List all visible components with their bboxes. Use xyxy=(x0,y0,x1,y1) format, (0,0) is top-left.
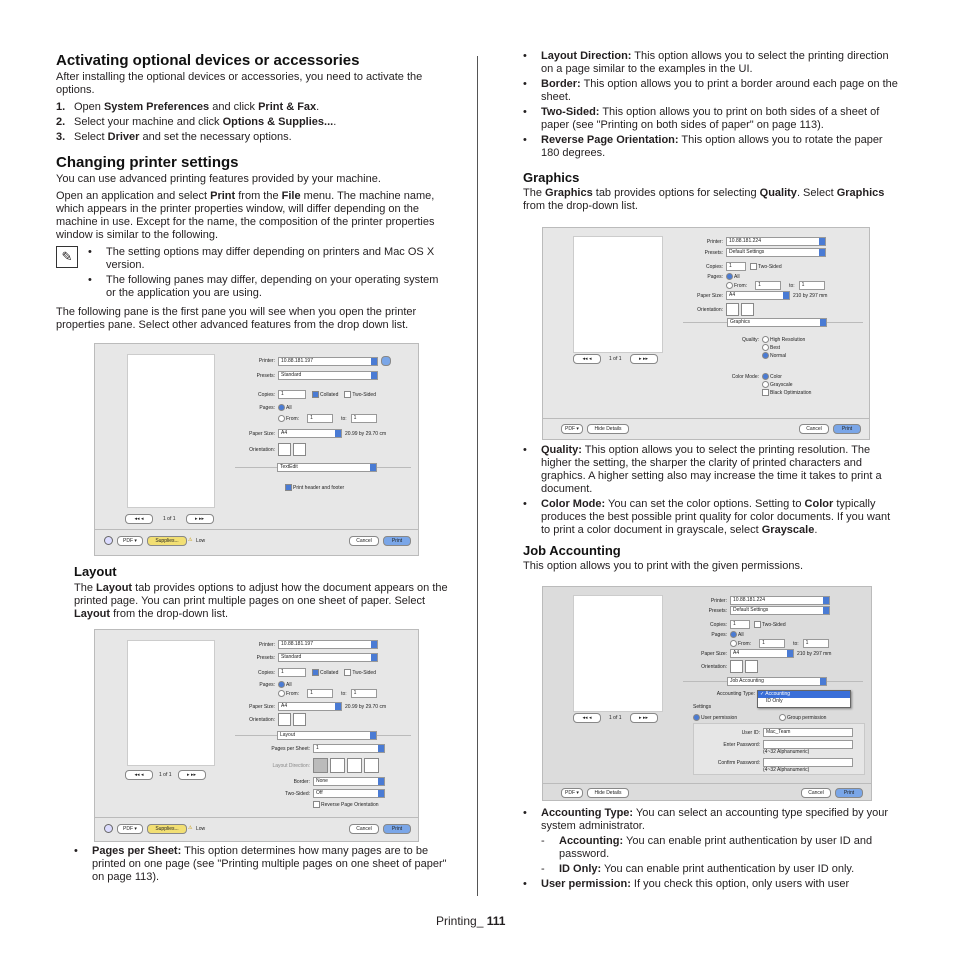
copies-input[interactable]: 1 xyxy=(278,390,306,399)
hide-details-button[interactable]: Hide Details xyxy=(587,788,629,798)
pages-per-sheet-label: Pages per Sheet: xyxy=(271,745,310,752)
cancel-button[interactable]: Cancel xyxy=(801,788,831,798)
presets-label: Presets: xyxy=(256,372,275,379)
two-sided-checkbox[interactable] xyxy=(344,669,351,676)
page-footer: Printing_ 111 xyxy=(436,914,506,928)
print-button[interactable]: Print xyxy=(833,424,861,434)
pages-label: Pages: xyxy=(259,404,275,411)
pages-all-radio[interactable] xyxy=(726,273,733,280)
all-label: All xyxy=(286,681,292,688)
landscape-icon[interactable] xyxy=(741,303,754,316)
activating-steps xyxy=(56,101,449,144)
heading-graphics: Graphics xyxy=(523,170,580,185)
direction-z-icon[interactable] xyxy=(313,758,328,773)
from-label: From: xyxy=(738,640,752,647)
direction-n-icon[interactable] xyxy=(347,758,362,773)
to-label: to: xyxy=(789,282,795,289)
header-footer-checkbox[interactable] xyxy=(285,484,292,491)
print-dialog-layout xyxy=(94,629,419,842)
to-label: to: xyxy=(793,640,799,647)
bullet-quality: • Quality: This option allows you to select the printing resolution. The higher the setting, the sharper the clarity of printed characters and graphics. A higher setting also may increase the time it takes to print a document. xyxy=(523,444,882,495)
orientation-label: Orientation: xyxy=(701,663,727,670)
bullet-item: • Border: This option allows you to print a border around each page on the sheet. xyxy=(523,78,898,103)
to-input[interactable]: 1 xyxy=(799,281,825,290)
note-item: • The setting options may differ depending on printers and Mac OS X version. xyxy=(88,246,435,271)
page-preview xyxy=(573,595,663,712)
paper-dim: 20.99 by 29.70 cm xyxy=(345,703,387,710)
landscape-icon[interactable] xyxy=(293,443,306,456)
bullet-pages-per-sheet: • Pages per Sheet: This option determines how many pages are to be printed on one page (see "Printing multiple pages on one sheet of paper" on page 113). xyxy=(74,845,447,883)
collated-checkbox[interactable] xyxy=(312,669,319,676)
group-permission-radio[interactable] xyxy=(779,714,786,721)
all-label: All xyxy=(286,404,292,411)
hide-details-button[interactable]: Hide Details xyxy=(587,424,629,434)
printer-label: Printer: xyxy=(258,358,275,364)
sub-id-only: - ID Only: You can enable print authentication by user ID only. xyxy=(541,863,855,875)
collated-label: Collated xyxy=(320,669,339,676)
presets-select[interactable]: Default Settings xyxy=(726,248,826,257)
presets-select[interactable]: Standard xyxy=(278,371,378,380)
print-dialog-job-accounting xyxy=(542,586,872,801)
pages-per-sheet-select[interactable]: 1 xyxy=(313,744,385,753)
landscape-icon[interactable] xyxy=(293,713,306,726)
preview-nav-back-button[interactable]: ◂◂ ◂ xyxy=(573,354,601,364)
supplies-button[interactable]: Supplies... xyxy=(147,824,187,834)
pages-label: Pages: xyxy=(707,273,723,280)
paper-dim: 210 by 297 mm xyxy=(797,650,832,657)
page-preview xyxy=(127,640,215,766)
user-id-label: User ID: xyxy=(741,729,760,736)
preview-nav-forward-button[interactable]: ▸ ▸▸ xyxy=(178,770,206,780)
layout-option-bullets xyxy=(523,50,898,160)
low-status: Low xyxy=(196,538,206,544)
print-button[interactable]: Print xyxy=(383,824,411,834)
print-dialog-textedit xyxy=(94,343,419,556)
to-input[interactable]: 1 xyxy=(351,689,377,698)
paper-size-select[interactable]: A4 xyxy=(726,291,790,300)
from-input[interactable]: 1 xyxy=(307,414,333,423)
quality-high-label: High Resolution xyxy=(770,336,806,343)
pdf-button[interactable]: PDF ▾ xyxy=(561,424,583,434)
step-item: 2. Select your machine and click Options & Supplies.... xyxy=(56,116,337,128)
paper-size-select[interactable]: A4 xyxy=(278,429,342,438)
quality-best-radio[interactable] xyxy=(762,344,769,351)
paper-size-select[interactable]: A4 xyxy=(278,702,342,711)
activating-text: After installing the optional devices or accessories, you need to activate the options. xyxy=(56,71,423,96)
note-item: • The following panes may differ, depending on your operating system or the application you are using. xyxy=(88,274,439,299)
bullet-color-mode: • Color Mode: You can set the color options. Setting to Color typically produces the best possible print quality for color documents. If you want to print a color document in grayscale, select Grayscale. xyxy=(523,498,891,536)
layout-direction-label: Layout Direction: xyxy=(272,762,310,769)
preview-nav-back-button[interactable]: ◂◂ ◂ xyxy=(573,713,601,723)
portrait-icon[interactable] xyxy=(726,303,739,316)
to-label: to: xyxy=(341,415,347,422)
confirm-password-hint: (4~32 Alphanumeric) xyxy=(763,767,810,773)
two-sided-label: Two-Sided xyxy=(352,391,376,398)
to-label: to: xyxy=(341,690,347,697)
enter-password-label: Enter Password: xyxy=(723,741,760,748)
pages-from-radio[interactable] xyxy=(730,640,737,647)
confirm-password-input[interactable] xyxy=(763,758,853,767)
color-label: Color xyxy=(770,373,782,380)
all-label: All xyxy=(734,273,740,280)
print-button[interactable]: Print xyxy=(835,788,863,798)
presets-label: Presets: xyxy=(256,654,275,661)
from-label: From: xyxy=(286,415,300,422)
heading-job-accounting: Job Accounting xyxy=(523,543,621,558)
landscape-icon[interactable] xyxy=(745,660,758,673)
copies-input[interactable]: 1 xyxy=(726,262,746,271)
printer-label: Printer: xyxy=(258,641,275,648)
job-accounting-text: This option allows you to print with the given permissions. xyxy=(523,560,804,572)
help-icon[interactable] xyxy=(104,536,113,545)
pdf-button[interactable]: PDF ▾ xyxy=(117,824,143,834)
page-count: 1 of 1 xyxy=(159,772,172,778)
cancel-button[interactable]: Cancel xyxy=(799,424,829,434)
copies-label: Copies: xyxy=(258,391,275,398)
pages-from-radio[interactable] xyxy=(726,282,733,289)
two-sided-label: Two-Sided: xyxy=(284,790,310,797)
presets-select[interactable]: Default Settings xyxy=(730,606,830,615)
user-permission-label: User permission xyxy=(701,714,738,721)
printer-select[interactable]: 10.88.181.224 xyxy=(730,596,830,605)
quality-high-radio[interactable] xyxy=(762,336,769,343)
paper-size-label: Paper Size: xyxy=(249,430,275,437)
pages-all-radio[interactable] xyxy=(278,681,285,688)
printer-label: Printer: xyxy=(710,597,727,604)
group-permission-label: Group permission xyxy=(787,714,827,721)
black-optimization-label: Black Optimization xyxy=(770,389,812,396)
print-button[interactable]: Print xyxy=(383,536,411,546)
color-mode-label: Color Mode: xyxy=(731,373,759,380)
copies-input[interactable]: 1 xyxy=(730,620,750,629)
preview-nav-forward-button[interactable]: ▸ ▸▸ xyxy=(630,354,658,364)
bullet-item: • Layout Direction: This option allows you to select the printing direction on a page similar to the examples in the UI. xyxy=(523,50,889,75)
heading-activating: Activating optional devices or accessories xyxy=(56,52,360,69)
warning-icon: ⚠ xyxy=(188,825,193,831)
quality-normal-label: Normal xyxy=(770,352,787,359)
sub-accounting: - Accounting: You can enable print authentication by user ID and password. xyxy=(541,835,873,860)
quality-best-label: Best xyxy=(770,344,781,351)
pages-all-radio[interactable] xyxy=(278,404,285,411)
copies-label: Copies: xyxy=(710,621,727,628)
graphics-text: The Graphics tab provides options for selecting Quality. Select Graphics from the drop-down list. xyxy=(523,187,885,212)
direction-reverse-n-icon[interactable] xyxy=(364,758,379,773)
page-count: 1 of 1 xyxy=(163,516,176,522)
settings-label: Settings xyxy=(693,704,712,710)
option-id-only[interactable]: ID Only xyxy=(766,698,783,704)
from-input[interactable]: 1 xyxy=(307,689,333,698)
panel-select[interactable]: TextEdit xyxy=(277,463,377,472)
separator xyxy=(95,817,418,818)
confirm-password-label: Confirm Password: xyxy=(717,759,760,766)
copies-label: Copies: xyxy=(706,263,723,270)
color-radio[interactable] xyxy=(762,373,769,380)
separator xyxy=(95,529,418,530)
preview-nav-back-button[interactable]: ◂◂ ◂ xyxy=(125,514,153,524)
preview-nav-forward-button[interactable]: ▸ ▸▸ xyxy=(630,713,658,723)
bullet-item: • Reverse Page Orientation: This option allows you to rotate the paper 180 degrees. xyxy=(523,134,883,159)
paper-size-label: Paper Size: xyxy=(701,650,727,657)
help-icon[interactable] xyxy=(104,824,113,833)
changing-text-1: You can use advanced printing features provided by your machine. xyxy=(56,173,381,185)
all-label: All xyxy=(738,631,744,638)
reverse-orientation-label: Reverse Page Orientation xyxy=(321,801,379,808)
page-preview xyxy=(573,236,663,353)
copies-input[interactable]: 1 xyxy=(278,668,306,677)
pdf-button[interactable]: PDF ▾ xyxy=(117,536,143,546)
presets-label: Presets: xyxy=(708,607,727,614)
collated-checkbox[interactable] xyxy=(312,391,319,398)
supplies-button[interactable]: Supplies... xyxy=(147,536,187,546)
two-sided-select[interactable]: Off xyxy=(313,789,385,798)
to-input[interactable]: 1 xyxy=(351,414,377,423)
low-status: Low xyxy=(196,826,206,832)
expand-button[interactable] xyxy=(381,356,391,366)
presets-label: Presets: xyxy=(704,249,723,256)
accounting-type-dropdown[interactable] xyxy=(757,690,851,708)
warning-icon: ⚠ xyxy=(188,537,193,543)
collated-label: Collated xyxy=(320,391,339,398)
user-id-input[interactable]: Mac_Team xyxy=(763,728,853,737)
paper-dim: 210 by 297 mm xyxy=(793,292,828,299)
pages-from-radio[interactable] xyxy=(278,690,285,697)
first-pane-text: The following pane is the first pane you will see when you open the printer properties pane. Select other advanced features from the drop down list. xyxy=(56,306,417,331)
pages-label: Pages: xyxy=(259,681,275,688)
pages-from-radio[interactable] xyxy=(278,415,285,422)
column-divider xyxy=(477,56,478,896)
portrait-icon[interactable] xyxy=(278,713,291,726)
layout-text: The Layout tab provides options to adjust how the document appears on the printed page. You can print multiple pages on one sheet of paper. Select Layout from the drop-down list. xyxy=(74,582,448,620)
pdf-button[interactable]: PDF ▾ xyxy=(561,788,583,798)
enter-password-input[interactable] xyxy=(763,740,853,749)
pages-label: Pages: xyxy=(711,631,727,638)
changing-text-2: Open an application and select Print from the File menu. The machine name, which appears in the printer properties window, will differ depending on the machine in use. Except for the name, the composition of the printer properties window is similar to the following. xyxy=(56,190,435,241)
paper-size-label: Paper Size: xyxy=(697,292,723,299)
page-count: 1 of 1 xyxy=(609,356,622,362)
copies-label: Copies: xyxy=(258,669,275,676)
two-sided-label: Two-Sided xyxy=(758,263,782,270)
separator xyxy=(543,783,871,784)
pages-all-radio[interactable] xyxy=(730,631,737,638)
reverse-orientation-checkbox[interactable] xyxy=(313,801,320,808)
grayscale-label: Grayscale xyxy=(770,381,793,388)
border-select[interactable]: None xyxy=(313,777,385,786)
header-footer-label: Print header and footer xyxy=(293,484,345,491)
portrait-icon[interactable] xyxy=(278,443,291,456)
note-block xyxy=(56,246,449,302)
paper-size-select[interactable]: A4 xyxy=(730,649,794,658)
preview-nav-forward-button[interactable]: ▸ ▸▸ xyxy=(186,514,214,524)
two-sided-label: Two-Sided xyxy=(762,621,786,628)
heading-layout: Layout xyxy=(74,564,117,579)
page-count: 1 of 1 xyxy=(609,715,622,721)
two-sided-checkbox[interactable] xyxy=(344,391,351,398)
grayscale-radio[interactable] xyxy=(762,381,769,388)
from-input[interactable]: 1 xyxy=(755,281,781,290)
from-input[interactable]: 1 xyxy=(759,639,785,648)
accounting-type-label: Accounting Type: xyxy=(716,691,755,697)
presets-select[interactable]: Standard xyxy=(278,653,378,662)
step-item: 1. Open System Preferences and click Print & Fax. xyxy=(56,101,320,113)
from-label: From: xyxy=(734,282,748,289)
black-optimization-checkbox[interactable] xyxy=(762,389,769,396)
page-preview xyxy=(127,354,215,508)
from-label: From: xyxy=(286,690,300,697)
panel-select[interactable]: Graphics xyxy=(727,318,827,327)
bullet-item: • Two-Sided: This option allows you to print on both sides of a sheet of paper (see "Printing on both sides of paper" on page 113). xyxy=(523,106,880,131)
quality-label: Quality: xyxy=(742,336,759,343)
portrait-icon[interactable] xyxy=(730,660,743,673)
printer-select[interactable]: 10.88.181.197 xyxy=(278,357,378,366)
note-pencil-icon: ✎ xyxy=(56,246,78,268)
password-hint: (4~32 Alphanumeric) xyxy=(763,749,810,755)
cancel-button[interactable]: Cancel xyxy=(349,824,379,834)
two-sided-checkbox[interactable] xyxy=(750,263,757,270)
step-item: 3. Select Driver and set the necessary options. xyxy=(56,131,292,143)
cancel-button[interactable]: Cancel xyxy=(349,536,379,546)
two-sided-label: Two-Sided xyxy=(352,669,376,676)
two-sided-checkbox[interactable] xyxy=(754,621,761,628)
preview-nav-back-button[interactable]: ◂◂ ◂ xyxy=(125,770,153,780)
bullet-user-permission: • User permission: If you check this option, only users with user xyxy=(523,878,850,890)
orientation-label: Orientation: xyxy=(697,306,723,313)
printer-select[interactable]: 10.88.181.197 xyxy=(278,640,378,649)
panel-select[interactable]: Job Accounting xyxy=(727,677,827,686)
heading-changing: Changing printer settings xyxy=(56,154,239,171)
panel-select[interactable]: Layout xyxy=(277,731,377,740)
print-dialog-graphics xyxy=(542,227,870,440)
option-accounting[interactable]: ✓ Accounting xyxy=(758,691,850,698)
bullet-accounting-type: • Accounting Type: You can select an accounting type specified by your system administrator. xyxy=(523,807,889,832)
paper-dim: 20.99 by 29.70 cm xyxy=(345,430,387,437)
printer-label: Printer: xyxy=(706,238,723,245)
border-label: Border: xyxy=(293,778,310,785)
paper-size-label: Paper Size: xyxy=(249,703,275,710)
orientation-label: Orientation: xyxy=(249,716,275,723)
orientation-label: Orientation: xyxy=(249,446,275,453)
printer-select[interactable]: 10.88.181.224 xyxy=(726,237,826,246)
direction-s-icon[interactable] xyxy=(330,758,345,773)
quality-normal-radio[interactable] xyxy=(762,352,769,359)
user-permission-radio[interactable] xyxy=(693,714,700,721)
to-input[interactable]: 1 xyxy=(803,639,829,648)
separator xyxy=(543,418,869,419)
